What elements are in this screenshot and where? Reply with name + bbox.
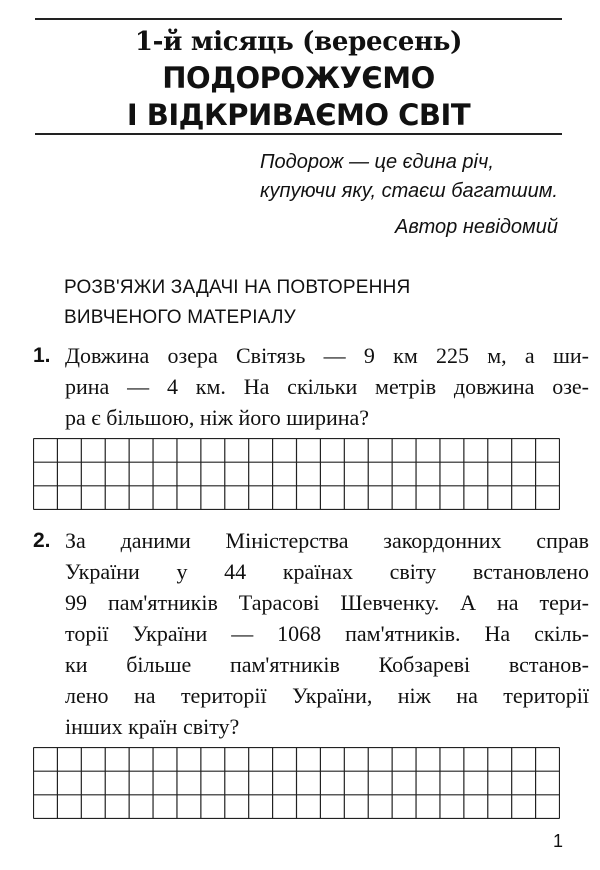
task-line: рина — 4 км. На скільки метрів довжина озе- xyxy=(65,374,589,399)
task-line: ки більше пам'ятників Кобзареві встанов- xyxy=(65,652,589,677)
task-line: 99 пам'ятників Тарасові Шевченку. А на тери- xyxy=(65,590,589,615)
task-line: України у 44 країнах світу встановлено xyxy=(65,559,589,584)
task-line: Довжина озера Світязь — 9 км 225 м, а ши- xyxy=(65,343,589,368)
chapter-title-line1: ПОДОРОЖУЄМО xyxy=(162,61,435,95)
answer-grid-1[interactable] xyxy=(33,438,560,510)
task-text xyxy=(65,525,589,742)
task-number: 2. xyxy=(33,529,51,552)
task-line: ра є більшою, ніж його ширина? xyxy=(65,405,370,430)
task-number: 1. xyxy=(33,344,51,367)
epigraph-line2: купуючи яку, стаєш багатшим. xyxy=(260,180,558,202)
bottom-rule xyxy=(35,133,562,135)
task-line: торії України — 1068 пам'ятників. На скіль- xyxy=(65,621,589,646)
chapter-header xyxy=(35,24,562,134)
chapter-title-line2: І ВІДКРИВАЄМО СВІТ xyxy=(126,98,471,132)
section-heading-line2: ВИВЧЕНОГО МАТЕРІАЛУ xyxy=(64,307,296,328)
epigraph-author: Автор невідомий xyxy=(395,216,558,238)
task-line: інших країн світу? xyxy=(65,714,240,739)
task-line: лено на території України, ніж на території xyxy=(65,683,589,708)
top-rule xyxy=(35,18,562,20)
task-text xyxy=(65,340,589,433)
chapter-month: 1-й місяць (вересень) xyxy=(134,27,463,57)
epigraph-line1: Подорож — це єдина річ, xyxy=(260,151,494,173)
epigraph xyxy=(260,148,558,206)
task-line: За даними Міністерства закордонних справ xyxy=(65,528,589,553)
answer-grid-2[interactable] xyxy=(33,747,560,819)
section-heading xyxy=(64,273,410,333)
page-number: 1 xyxy=(552,831,563,851)
section-heading-line1: РОЗВ'ЯЖИ ЗАДАЧІ НА ПОВТОРЕННЯ xyxy=(64,277,411,298)
